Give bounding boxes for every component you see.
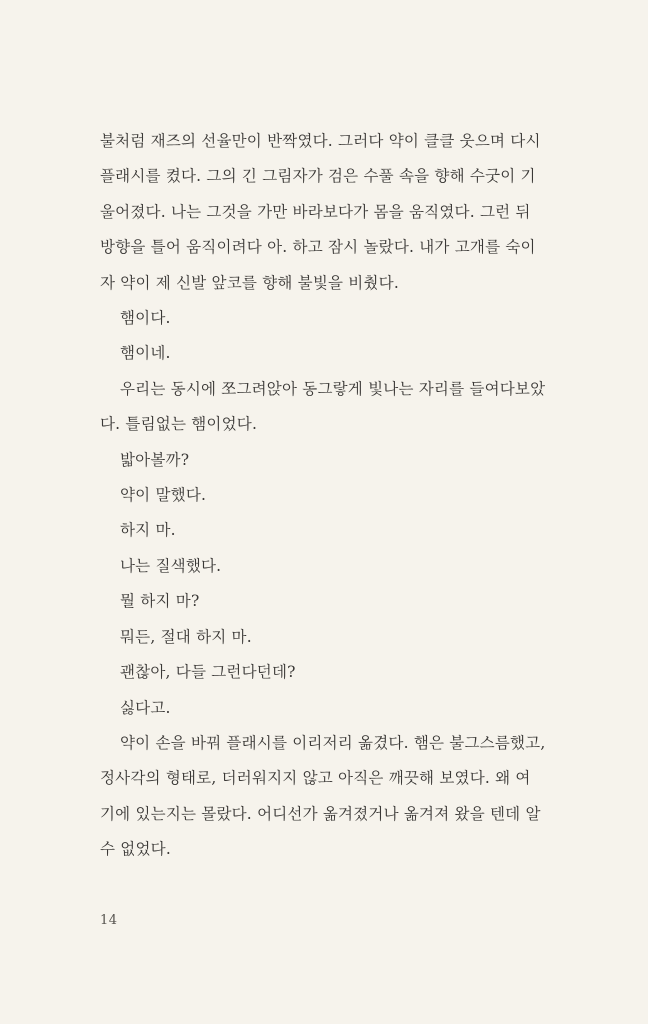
text-line: 불처럼 재즈의 선율만이 반짝였다. 그러다 약이 클클 웃으며 다시 bbox=[100, 132, 541, 150]
text-line: 싫다고. bbox=[120, 698, 171, 717]
text-line: 울어졌다. 나는 그것을 가만 바라보다가 몸을 움직였다. 그런 뒤 bbox=[100, 202, 531, 221]
text-line: 밟아볼까? bbox=[120, 450, 190, 469]
text-line: 햄이다. bbox=[120, 309, 171, 328]
text-line: 우리는 동시에 쪼그려앉아 동그랗게 빛나는 자리를 들여다보았 bbox=[120, 379, 546, 398]
page-number: 14 bbox=[100, 913, 118, 928]
text-line: 다. 틀림없는 햄이었다. bbox=[100, 415, 258, 434]
text-line: 약이 손을 바꿔 플래시를 이리저리 옮겼다. 햄은 불그스름했고, bbox=[120, 733, 546, 752]
text-line: 하지 마. bbox=[120, 521, 176, 540]
text-line: 뭘 하지 마? bbox=[120, 592, 200, 611]
text-line: 플래시를 켰다. 그의 긴 그림자가 검은 수풀 속을 향해 수굿이 기 bbox=[100, 167, 536, 186]
text-line: 수 없었다. bbox=[100, 840, 171, 859]
text-line: 기에 있는지는 몰랐다. 어디선가 옮겨졌거나 옮겨져 왔을 텐데 알 bbox=[100, 804, 541, 823]
text-line: 약이 말했다. bbox=[120, 486, 207, 505]
body-text bbox=[100, 124, 578, 868]
text-line: 뭐든, 절대 하지 마. bbox=[120, 627, 252, 646]
text-line: 방향을 틀어 움직이려다 아. 하고 잠시 놀랐다. 내가 고개를 숙이 bbox=[100, 238, 536, 257]
text-line: 정사각의 형태로, 더러워지지 않고 아직은 깨끗해 보였다. 왜 여 bbox=[100, 769, 531, 788]
text-line: 나는 질색했다. bbox=[120, 556, 222, 575]
text-line: 괜찮아, 다들 그런다던데? bbox=[120, 663, 296, 682]
text-line: 자 약이 제 신발 앞코를 향해 불빛을 비췄다. bbox=[100, 273, 399, 292]
text-line: 햄이네. bbox=[120, 344, 171, 363]
